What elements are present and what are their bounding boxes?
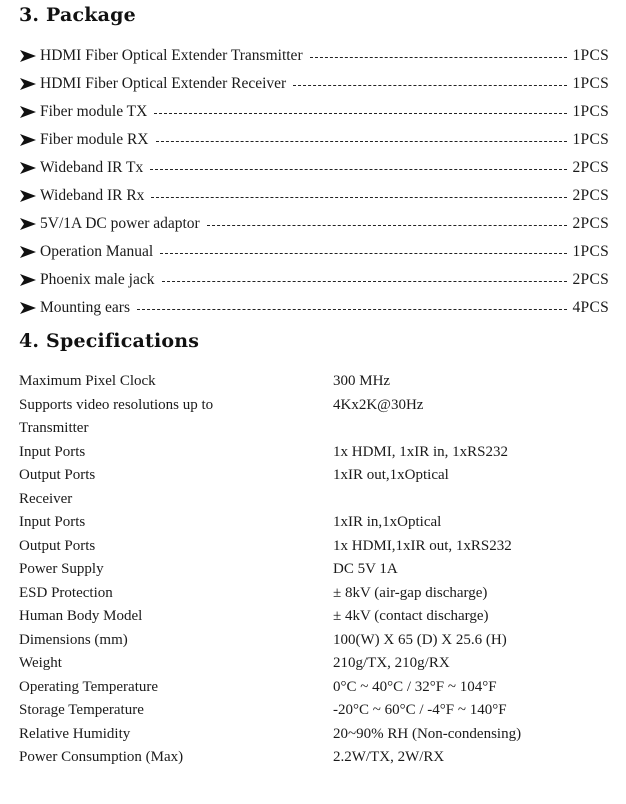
spec-label: Transmitter	[19, 420, 89, 437]
spec-value: 1x HDMI, 1xIR in, 1xRS232	[333, 443, 509, 460]
spec-value: DC 5V 1A	[333, 561, 398, 578]
spec-row	[19, 652, 609, 676]
spec-label: Receiver	[19, 490, 73, 507]
arrowhead-bullet-icon	[19, 77, 37, 91]
spec-label: Storage Temperature	[19, 702, 144, 719]
package-item-name: Phoenix male jack	[40, 271, 155, 288]
package-item-quantity: 2PCS	[572, 215, 609, 232]
spec-value: 100(W) X 65 (D) X 25.6 (H)	[333, 631, 507, 648]
package-item-quantity: 2PCS	[572, 271, 609, 288]
spec-row	[19, 699, 609, 723]
package-item-name: Operation Manual	[40, 243, 154, 260]
arrowhead-bullet-icon	[19, 105, 37, 119]
package-item-name: Fiber module TX	[40, 103, 148, 120]
package-item-quantity: 1PCS	[572, 243, 609, 260]
package-item-name: Wideband IR Tx	[40, 159, 144, 176]
package-list-item	[19, 70, 609, 98]
package-item-quantity: 1PCS	[572, 75, 609, 92]
spec-row	[19, 441, 609, 465]
spec-label: ESD Protection	[19, 584, 113, 601]
spec-row	[19, 535, 609, 559]
spec-value: 1x HDMI,1xIR out, 1xRS232	[333, 537, 512, 554]
package-list	[19, 42, 609, 322]
spec-label: Weight	[19, 655, 62, 672]
arrowhead-bullet-icon	[19, 301, 37, 315]
package-item-name: HDMI Fiber Optical Extender Receiver	[40, 75, 287, 92]
arrowhead-bullet-icon	[19, 133, 37, 147]
spec-value: 20~90% RH (Non-condensing)	[333, 725, 522, 742]
dashed-leader-line	[150, 169, 567, 170]
package-item-name: Wideband IR Rx	[40, 187, 145, 204]
spec-value: 0°C ~ 40°C / 32°F ~ 104°F	[333, 678, 497, 695]
package-list-item	[19, 238, 609, 266]
spec-label: Output Ports	[19, 537, 96, 554]
package-item-quantity: 1PCS	[572, 47, 609, 64]
arrowhead-bullet-icon	[19, 189, 37, 203]
spec-row	[19, 394, 609, 418]
dashed-leader-line	[293, 85, 567, 86]
dashed-leader-line	[160, 253, 567, 254]
spec-value: ± 8kV (air-gap discharge)	[333, 584, 488, 601]
package-list-item	[19, 294, 609, 322]
spec-label: Human Body Model	[19, 608, 143, 625]
spec-row	[19, 417, 609, 441]
package-item-name: HDMI Fiber Optical Extender Transmitter	[40, 47, 303, 64]
package-item-name: 5V/1A DC power adaptor	[40, 215, 200, 232]
spec-row	[19, 629, 609, 653]
dashed-leader-line	[154, 113, 567, 114]
spec-row	[19, 370, 609, 394]
dashed-leader-line	[162, 281, 568, 282]
package-list-item	[19, 182, 609, 210]
specifications-table	[19, 370, 609, 770]
arrowhead-bullet-icon	[19, 245, 37, 259]
spec-row	[19, 488, 609, 512]
package-list-item	[19, 98, 609, 126]
arrowhead-bullet-icon	[19, 161, 37, 175]
spec-value: 210g/TX, 210g/RX	[333, 655, 450, 672]
spec-label: Operating Temperature	[19, 678, 159, 695]
spec-label: Input Ports	[19, 443, 86, 460]
package-item-name: Fiber module RX	[40, 131, 149, 148]
spec-value: 1xIR out,1xOptical	[333, 467, 449, 484]
spec-label: Power Supply	[19, 561, 104, 578]
spec-label: Maximum Pixel Clock	[19, 373, 156, 390]
package-item-name: Mounting ears	[40, 299, 130, 316]
package-item-quantity: 4PCS	[572, 299, 609, 316]
specifications-section-title: 4. Specifications	[19, 330, 200, 352]
package-item-quantity: 2PCS	[572, 159, 609, 176]
spec-row	[19, 746, 609, 770]
package-item-quantity: 1PCS	[572, 103, 609, 120]
dashed-leader-line	[156, 141, 568, 142]
package-list-item	[19, 210, 609, 238]
spec-row	[19, 558, 609, 582]
package-list-item	[19, 266, 609, 294]
spec-value: ± 4kV (contact discharge)	[333, 608, 489, 625]
package-section-title: 3. Package	[19, 4, 136, 26]
spec-row	[19, 605, 609, 629]
spec-row	[19, 464, 609, 488]
dashed-leader-line	[310, 57, 568, 58]
spec-value: 2.2W/TX, 2W/RX	[333, 749, 445, 766]
package-item-quantity: 1PCS	[572, 131, 609, 148]
spec-label: Power Consumption (Max)	[19, 749, 184, 766]
dashed-leader-line	[137, 309, 567, 310]
spec-label: Relative Humidity	[19, 725, 131, 742]
spec-label: Dimensions (mm)	[19, 631, 128, 648]
package-list-item	[19, 154, 609, 182]
spec-label: Input Ports	[19, 514, 86, 531]
package-list-item	[19, 126, 609, 154]
spec-value: 4Kx2K@30Hz	[333, 396, 424, 413]
arrowhead-bullet-icon	[19, 49, 37, 63]
spec-label: Supports video resolutions up to	[19, 396, 214, 413]
spec-label: Output Ports	[19, 467, 96, 484]
spec-value: -20°C ~ 60°C / -4°F ~ 140°F	[333, 702, 507, 719]
spec-value: 300 MHz	[333, 373, 391, 390]
spec-row	[19, 676, 609, 700]
spec-row	[19, 511, 609, 535]
spec-value: 1xIR in,1xOptical	[333, 514, 442, 531]
package-list-item	[19, 42, 609, 70]
spec-row	[19, 723, 609, 747]
dashed-leader-line	[207, 225, 568, 226]
spec-row	[19, 582, 609, 606]
package-item-quantity: 2PCS	[572, 187, 609, 204]
arrowhead-bullet-icon	[19, 273, 37, 287]
dashed-leader-line	[151, 197, 567, 198]
arrowhead-bullet-icon	[19, 217, 37, 231]
